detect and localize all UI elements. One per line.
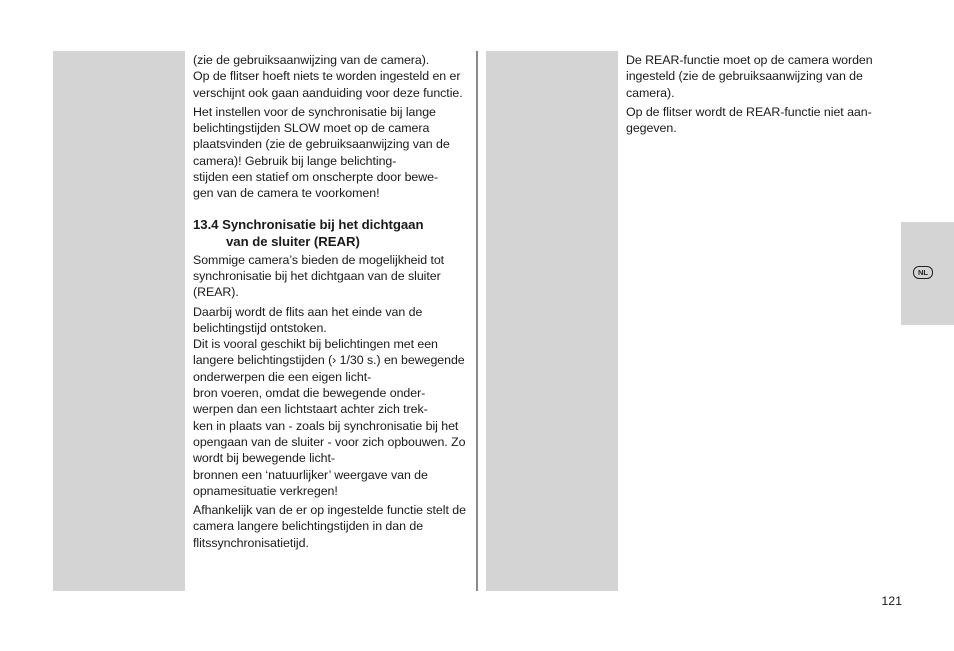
page-number: 121 — [881, 594, 902, 608]
left-text-column — [193, 52, 469, 554]
paragraph-rear-flash-display: Op de flitser wordt de REAR-functie niet aan- gegeven. — [626, 104, 872, 136]
language-tab — [901, 222, 954, 325]
heading-line-2: van de sluiter (REAR) — [226, 233, 360, 249]
column-divider — [476, 51, 478, 591]
middle-margin-panel — [486, 51, 618, 591]
right-text-column — [626, 52, 896, 139]
paragraph-rear-camera-setting: De REAR-functie moet op de camera worden ingesteld (zie de gebruiksaanwijzing van de camera). — [626, 53, 873, 100]
paragraph-slow-sync: Het instellen voor de synchronisatie bij lange belichtingstijden SLOW moet op de camera plaatsvinden (zie de gebruiksaanwijzing van de camera)! Gebruik bij lange belichting- stijden een statief om onscherpte door bewe- gen van de camera te voorkomen! — [193, 104, 450, 201]
heading-line-1: 13.4 Synchronisatie bij het dichtgaan — [193, 216, 424, 232]
paragraph-rear-exposure: Afhankelijk van de er op ingestelde functie stelt de camera langere belichtingstijden in dan de flitssynchronisatietijd. — [193, 503, 466, 550]
section-heading-rear-sync — [193, 216, 469, 250]
paragraph-rear-intro: Sommige camera’s bieden de mogelijkheid tot synchronisatie bij het dichtgaan van de sluiter (REAR). — [193, 252, 445, 300]
language-badge: NL — [913, 266, 933, 279]
paragraph-camera-manual: (zie de gebruiksaanwijzing van de camera). Op de flitser hoeft niets te worden ingesteld en er verschijnt ook gaan aanduiding voor deze functie. — [193, 53, 463, 100]
paragraph-rear-details: Daarbij wordt de flits aan het einde van de belichtingstijd ontstoken. Dit is vooral geschikt bij belichtingen met een langere belichtingstijden (› 1/30 s.) en bewegende onderwerpen die een eigen licht- bron voeren, omdat die bewegende onder- werpen dan een lichtstaart achter zich trek- ken in plaats van - zoals bij synchronisatie bij het opengaan van de sluiter - voor zich opbouwen. Zo wordt bij bewegende licht- bronnen een ‘natuurlijker’ weergave van de opnamesituatie verkregen! — [193, 304, 466, 498]
left-margin-panel — [53, 51, 185, 591]
